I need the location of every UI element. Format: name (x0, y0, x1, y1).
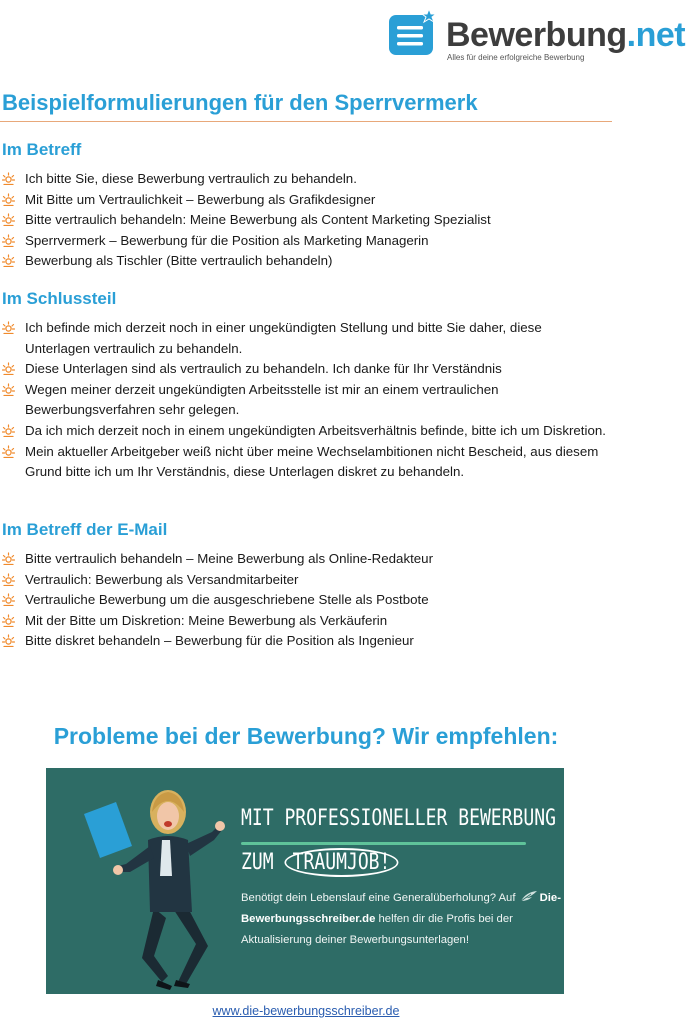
title-divider (0, 121, 612, 122)
document-star-icon (389, 9, 439, 57)
brand-name: Bewerbung.net (446, 16, 686, 54)
list-email (0, 549, 610, 652)
brand-logo (389, 3, 689, 61)
section-heading-betreff: Im Betreff (2, 140, 82, 159)
sun-bullet-icon (2, 321, 15, 334)
brand-tagline: Alles für deine erfolgreiche Bewerbung (447, 53, 585, 62)
banner-circled-word: TRAUMJOB! (284, 848, 398, 877)
list-item: Mit der Bitte um Diskretion: Meine Bewerbung als Verkäuferin (0, 611, 610, 632)
list-item: Da ich mich derzeit noch in einem ungekündigten Arbeitsverhältnis befinde, bitte ich um Diskretion. (0, 421, 610, 442)
sun-bullet-icon (2, 593, 15, 606)
section-heading-schlussteil: Im Schlussteil (2, 289, 117, 308)
sun-bullet-icon (2, 573, 15, 586)
banner-headline: MIT PROFESSIONELLER BEWERBUNG (241, 806, 556, 831)
sun-bullet-icon (2, 193, 15, 206)
list-item: Ich befinde mich derzeit noch in einer ungekündigten Stellung und bitte Sie daher, diese Unterlagen vertraulich zu behandeln. (0, 318, 610, 359)
list-item: Mit Bitte um Vertraulichkeit – Bewerbung als Grafikdesigner (0, 190, 610, 211)
sun-bullet-icon (2, 172, 15, 185)
list-item: Vertraulich: Bewerbung als Versandmitarbeiter (0, 570, 610, 591)
banner-subheadline: ZUM TRAUMJOB! (241, 848, 399, 877)
promo-banner[interactable] (46, 768, 564, 994)
list-item: Wegen meiner derzeit ungekündigten Arbeitsstelle ist mir an einem vertraulichen Bewerbungsverfahren sehr gelegen. (0, 380, 610, 421)
sun-bullet-icon (2, 254, 15, 267)
banner-underline (241, 842, 526, 845)
list-item: Sperrvermerk – Bewerbung für die Position als Marketing Managerin (0, 231, 610, 252)
list-betreff (0, 169, 610, 272)
feather-icon (520, 890, 538, 902)
sun-bullet-icon (2, 614, 15, 627)
list-item: Bitte vertraulich behandeln – Meine Bewerbung als Online-Redakteur (0, 549, 610, 570)
section-heading-email: Im Betreff der E-Mail (2, 520, 168, 539)
list-item: Mein aktueller Arbeitgeber weiß nicht über meine Wechselambitionen nicht Bescheid, aus diesem Grund bitte ich um Ihr Verständnis, diese Unterlagen diskret zu behandeln. (0, 442, 610, 483)
sun-bullet-icon (2, 424, 15, 437)
list-item: Bitte diskret behandeln – Bewerbung für die Position als Ingenieur (0, 631, 610, 652)
list-item: Diese Unterlagen sind als vertraulich zu behandeln. Ich danke für Ihr Verständnis (0, 359, 610, 380)
sun-bullet-icon (2, 445, 15, 458)
sun-bullet-icon (2, 634, 15, 647)
list-item: Bitte vertraulich behandeln: Meine Bewerbung als Content Marketing Spezialist (0, 210, 610, 231)
list-item: Bewerbung als Tischler (Bitte vertraulich behandeln) (0, 251, 610, 272)
sun-bullet-icon (2, 362, 15, 375)
woman-illustration (46, 768, 276, 994)
sun-bullet-icon (2, 213, 15, 226)
list-item: Ich bitte Sie, diese Bewerbung vertraulich zu behandeln. (0, 169, 610, 190)
sun-bullet-icon (2, 383, 15, 396)
list-schlussteil (0, 318, 610, 483)
promo-link[interactable]: www.die-bewerbungsschreiber.de (212, 1004, 400, 1018)
list-item: Vertrauliche Bewerbung um die ausgeschriebene Stelle als Postbote (0, 590, 610, 611)
promo-heading: Probleme bei der Bewerbung? Wir empfehlen: (53, 723, 559, 749)
sun-bullet-icon (2, 234, 15, 247)
page-title: Beispielformulierungen für den Sperrvermerk (2, 90, 478, 115)
sun-bullet-icon (2, 552, 15, 565)
banner-description: Benötigt dein Lebenslauf eine Generalüberholung? Auf Die-Bewerbungsschreiber.de helfen dir die Profis bei der Aktualisierung deiner Bewerbungsunterlagen! (241, 892, 561, 946)
